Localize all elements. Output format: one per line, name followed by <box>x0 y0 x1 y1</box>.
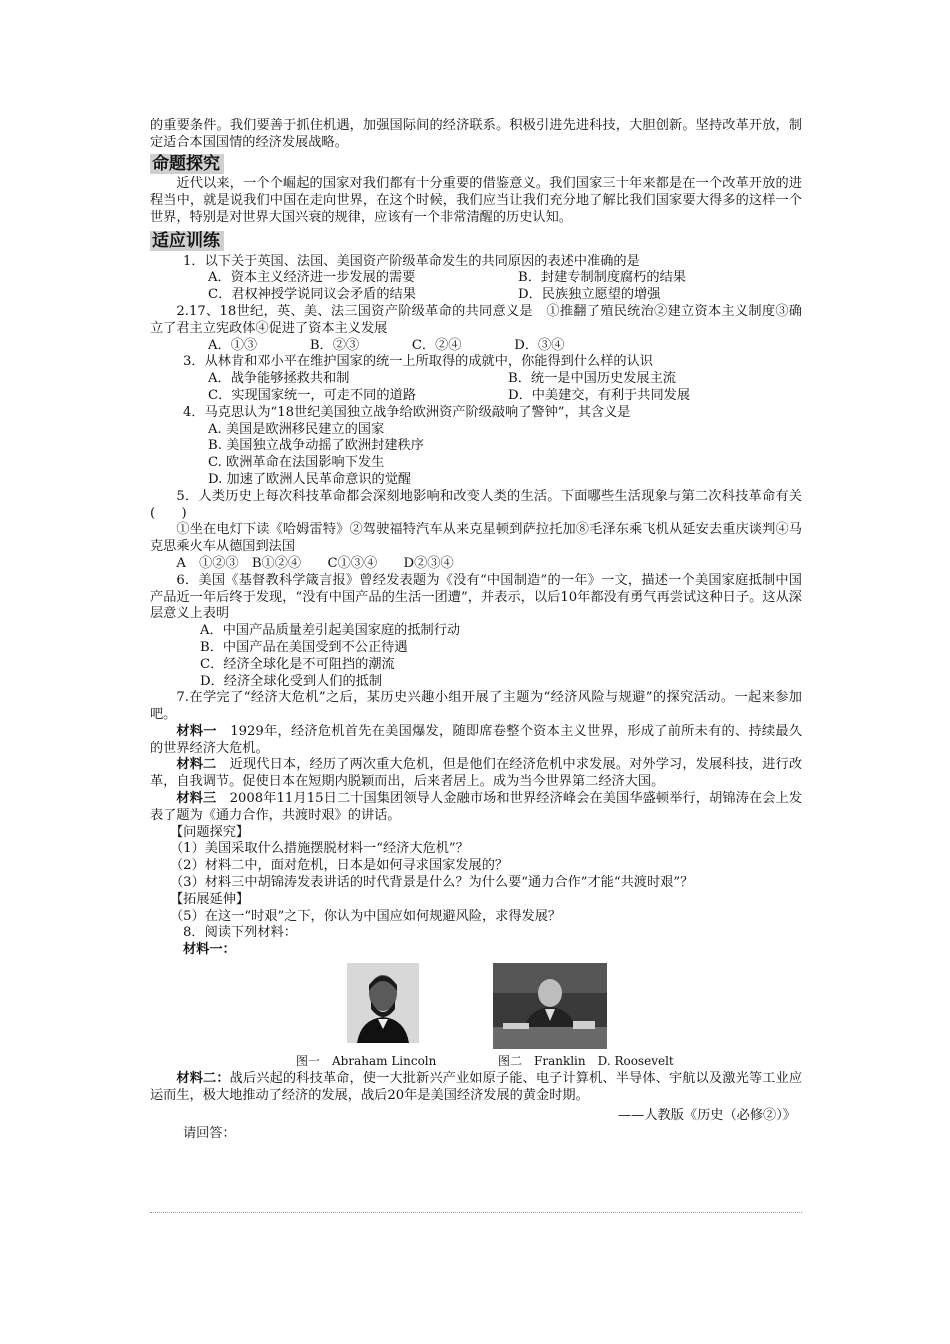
q7-material-1-text: 1929年，经济危机首先在美国爆发，随即席卷整个资本主义世界，形成了前所未有的、持续最久的世界经济大危机。 <box>150 723 803 756</box>
q7-subquestion-3: （3）材料三中胡锦涛发表讲话的时代背景是什么？为什么要“通力合作”才能“共渡时艰”？ <box>170 875 694 891</box>
fig2-caption: 图二 Franklin D. Roosevelt <box>498 1054 674 1069</box>
q7-subquestion-2: （2）材料二中，面对危机，日本是如何寻求国家发展的？ <box>170 858 509 874</box>
q8-prompt: 请回答： <box>183 1126 236 1142</box>
question-1-options-row2 <box>150 287 802 304</box>
q7-material-2-label: 材料二 <box>176 757 217 773</box>
q3-option-a: A．战争能够拯救共和制 <box>208 371 350 387</box>
q6-option-d: D．经济全球化受到人们的抵制 <box>200 673 383 689</box>
fig1-caption: 图一 Abraham Lincoln <box>296 1054 437 1069</box>
q4-option-c: C. 欧洲革命在法国影响下发生 <box>208 455 385 471</box>
q1-option-a: A．资本主义经济进一步发展的需要 <box>208 270 416 286</box>
q8-material-1-label: 材料一： <box>183 942 236 958</box>
q7-material-1 <box>150 724 802 758</box>
mingti-paragraph: 近代以来，一个个崛起的国家对我们都有十分重要的借鉴意义。我们国家三十年来都是在一个改革开放的进程当中，就是说我们中国在走向世界，在这个时候，我们应当让我们充分地了解比我们国家要大得多的这样一个世界，特别是对世界大国兴衰的规律，应该有一个非常清醒的历史认知。 <box>150 176 802 225</box>
question-3-options-row1 <box>150 371 802 388</box>
q7-subquestion-5: （5）在这一“时艰”之下，你认为中国应如何规避风险，求得发展？ <box>170 908 562 924</box>
intro-paragraph: 的重要条件。我们要善于抓住机遇，加强国际间的经济联系。积极引进先进科技，大胆创新。坚持改革开放，制定适合本国国情的经济发展战略。 <box>150 118 802 150</box>
q3-option-b: B．统一是中国历史发展主流 <box>508 371 676 387</box>
question-7: 7.在学完了“经济大危机”之后，某历史兴趣小组开展了主题为“经济风险与规避”的探究活动。一起来参加吧。 <box>150 690 802 723</box>
section-heading-shiying: 适应训练 <box>150 231 802 252</box>
question-8: 8．阅读下列材料： <box>183 925 297 941</box>
question-5-options: A ①②③ B①②④ C①③④ D②③④ <box>176 555 454 571</box>
lincoln-portrait-image <box>347 963 419 1043</box>
q4-option-d: D. 加速了欧洲人民革命意识的觉醒 <box>208 471 412 487</box>
q8-figures <box>150 963 802 1085</box>
section-heading-mingti: 命题探究 <box>150 154 802 175</box>
q6-option-a: A．中国产品质量差引起美国家庭的抵制行动 <box>200 623 461 639</box>
q7-heading-explore: 【问题探究】 <box>170 824 250 840</box>
q8-source: ——人教版《历史（必修②）》 <box>617 1107 796 1123</box>
q6-option-c: C．经济全球化是不可阻挡的潮流 <box>200 656 395 672</box>
question-5-items: ①坐在电灯下读《哈姆雷特》②驾驶福特汽车从来克星顿到萨拉托加⑧毛泽东乘飞机从延安去重庆谈判④马克思乘火车从德国到法国 <box>150 522 802 555</box>
question-6: 6．美国《基督教科学箴言报》曾经发表题为《没有“中国制造”的一年》一文，描述一个美国家庭抵制中国产品近一年后终于发现，“没有中国产品的生活一团遭”，并表示，以后10年都没有勇气再尝试这种日子。这从深层意义上表明 <box>150 572 802 622</box>
q4-option-a: A. 美国是欧洲移民建立的国家 <box>208 421 385 437</box>
q8-material-2-label: 材料二： <box>176 1071 230 1087</box>
q1-option-d: D．民族独立愿望的增强 <box>518 287 661 303</box>
q7-material-2-text: 近现代日本，经历了两次重大危机，但是他们在经济危机中求发展。对外学习，发展科技，进行改革，自我调节。促使日本在短期内脱颖而出，后来者居上。成为当今世界第二经济大国。 <box>150 757 803 790</box>
q8-material-2-text: 战后兴起的科技革命，使一大批新兴产业如原子能、电子计算机、半导体、宇航以及激光等工业应运而生，极大地推动了经济的发展，战后20年是美国经济发展的黄金时期。 <box>150 1071 803 1103</box>
q7-material-2 <box>150 757 802 791</box>
roosevelt-photo-image <box>493 963 607 1049</box>
q7-heading-extend: 【拓展延伸】 <box>170 891 250 907</box>
q3-option-c: C．实现国家统一，可走不同的道路 <box>208 387 416 403</box>
question-4: 4．马克思认为“18世纪美国独立战争给欧洲资产阶级敲响了警钟”，其含义是 <box>183 404 631 420</box>
q7-material-3 <box>150 791 802 825</box>
q4-option-b: B. 美国独立战争动摇了欧洲封建秩序 <box>208 438 424 454</box>
question-2: 2.17、18世纪，英、美、法三国资产阶级革命的共同意义是 ①推翻了殖民统治②建立资本主义制度③确立了君主立宪政体④促进了资本主义发展 <box>150 303 802 336</box>
q3-option-d: D．中美建交，有利于共同发展 <box>508 387 691 403</box>
question-1-options-row1 <box>150 270 802 287</box>
question-1: 1．以下关于英国、法国、美国资产阶级革命发生的共同原因的表述中准确的是 <box>183 253 640 269</box>
question-2-options: A．①③ B．②③ C．②④ D．③④ <box>208 337 565 353</box>
document-page <box>150 118 802 1143</box>
q1-option-c: C．君权神授学说同议会矛盾的结果 <box>208 287 416 303</box>
dotted-divider <box>150 1212 802 1213</box>
q1-option-b: B．封建专制制度腐朽的结果 <box>518 270 686 286</box>
q7-material-3-text: 2008年11月15日二十国集团领导人金融市场和世界经济峰会在美国华盛顿举行，胡锦涛在会上发表了题为《通力合作，共渡时艰》的讲话。 <box>150 791 803 823</box>
q7-material-3-label: 材料三 <box>176 791 217 807</box>
q7-material-1-label: 材料一 <box>176 723 217 739</box>
question-3: 3．从林肯和邓小平在维护国家的统一上所取得的成就中，你能得到什么样的认识 <box>183 354 653 370</box>
q7-subquestion-1: （1）美国采取什么措施摆脱材料一“经济大危机”？ <box>170 841 469 857</box>
q6-option-b: B．中国产品在美国受到不公正待遇 <box>200 639 408 655</box>
question-3-options-row2 <box>150 388 802 405</box>
question-5: 5．人类历史上每次科技革命都会深刻地影响和改变人类的生活。下面哪些生活现象与第二次科技革命有关( ) <box>150 488 802 521</box>
